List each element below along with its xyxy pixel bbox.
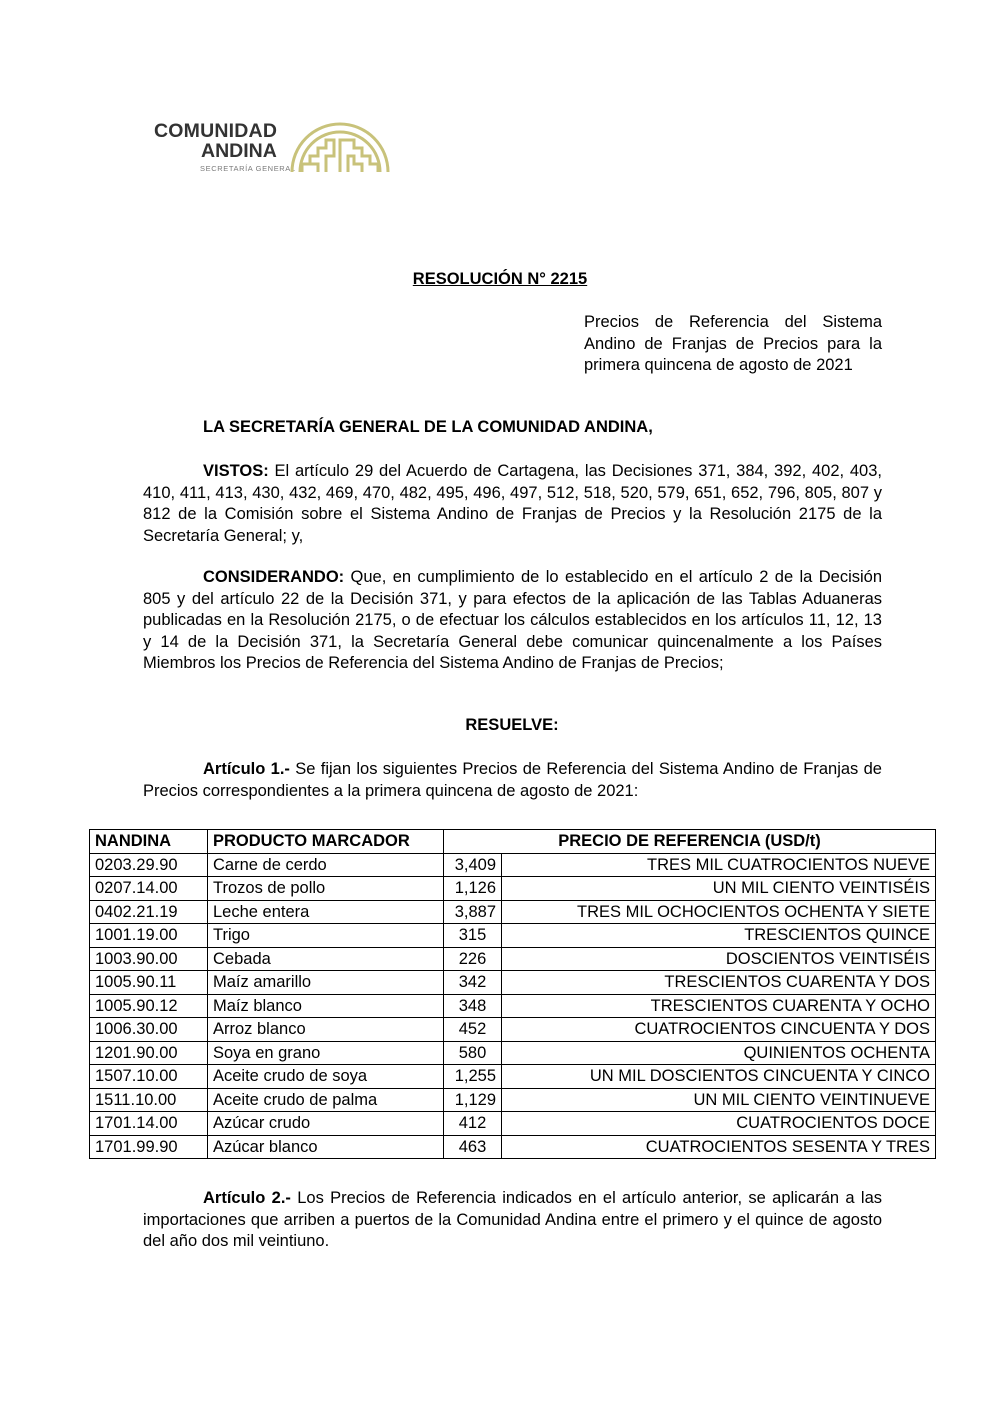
table-header-row bbox=[90, 830, 936, 854]
cell-precio: 315 bbox=[444, 924, 502, 948]
articulo-2-text: Los Precios de Referencia indicados en el artículo anterior, se aplicarán a las importaciones que arriben a puertos de la Comunidad Andina entre el primero y el quince de agosto del año dos mil veintiuno. bbox=[143, 1189, 882, 1250]
cell-nandina: 0203.29.90 bbox=[90, 853, 208, 877]
cell-producto: Maíz amarillo bbox=[208, 971, 444, 995]
cell-precio: 463 bbox=[444, 1135, 502, 1159]
articulo-1-text: Se fijan los siguientes Precios de Referencia del Sistema Andino de Franjas de Precios correspondientes a la primera quincena de agosto de 2021: bbox=[143, 760, 882, 800]
articulo-2-paragraph bbox=[143, 1188, 882, 1253]
table-row bbox=[90, 1112, 936, 1136]
header-precio: PRECIO DE REFERENCIA (USD/t) bbox=[444, 830, 936, 854]
cell-producto: Azúcar blanco bbox=[208, 1135, 444, 1159]
logo-line-1: COMUNIDAD bbox=[154, 120, 278, 142]
cell-precio-letras: CUATROCIENTOS SESENTA Y TRES bbox=[502, 1135, 936, 1159]
cell-producto: Soya en grano bbox=[208, 1041, 444, 1065]
vistos-label: VISTOS: bbox=[203, 462, 269, 480]
cell-producto: Arroz blanco bbox=[208, 1018, 444, 1042]
articulo-2-label: Artículo 2.- bbox=[203, 1189, 291, 1207]
cell-precio-letras: CUATROCIENTOS DOCE bbox=[502, 1112, 936, 1136]
reference-prices-table bbox=[89, 829, 936, 1159]
cell-producto: Aceite crudo de palma bbox=[208, 1088, 444, 1112]
logo-line-3: SECRETARÍA GENERAL bbox=[200, 164, 296, 173]
resolution-title: RESOLUCIÓN N° 2215 bbox=[412, 270, 588, 288]
cell-precio: 3,887 bbox=[444, 900, 502, 924]
cell-precio: 342 bbox=[444, 971, 502, 995]
cell-nandina: 0207.14.00 bbox=[90, 877, 208, 901]
cell-precio: 1,255 bbox=[444, 1065, 502, 1089]
table-row bbox=[90, 971, 936, 995]
cell-nandina: 1005.90.11 bbox=[90, 971, 208, 995]
cell-precio-letras: CUATROCIENTOS CINCUENTA Y DOS bbox=[502, 1018, 936, 1042]
table-row bbox=[90, 947, 936, 971]
vistos-paragraph bbox=[143, 461, 882, 547]
cell-precio: 580 bbox=[444, 1041, 502, 1065]
cell-nandina: 1701.99.90 bbox=[90, 1135, 208, 1159]
cell-nandina: 1006.30.00 bbox=[90, 1018, 208, 1042]
cell-producto: Azúcar crudo bbox=[208, 1112, 444, 1136]
cell-precio-letras: TRESCIENTOS CUARENTA Y OCHO bbox=[502, 994, 936, 1018]
cell-precio-letras: TRESCIENTOS QUINCE bbox=[502, 924, 936, 948]
table-row bbox=[90, 1018, 936, 1042]
cell-producto: Aceite crudo de soya bbox=[208, 1065, 444, 1089]
table-row bbox=[90, 1041, 936, 1065]
comunidad-andina-logo bbox=[150, 118, 395, 180]
andean-stepped-arch-icon bbox=[288, 118, 392, 176]
resuelve-heading: RESUELVE: bbox=[465, 716, 559, 734]
cell-precio-letras: TRES MIL CUATROCIENTOS NUEVE bbox=[502, 853, 936, 877]
cell-precio: 3,409 bbox=[444, 853, 502, 877]
table-row bbox=[90, 1135, 936, 1159]
articulo-1-label: Artículo 1.- bbox=[203, 760, 290, 778]
cell-precio-letras: UN MIL DOSCIENTOS CINCUENTA Y CINCO bbox=[502, 1065, 936, 1089]
table-row bbox=[90, 1088, 936, 1112]
table-row bbox=[90, 1065, 936, 1089]
cell-precio: 1,129 bbox=[444, 1088, 502, 1112]
cell-precio: 412 bbox=[444, 1112, 502, 1136]
cell-precio-letras: TRESCIENTOS CUARENTA Y DOS bbox=[502, 971, 936, 995]
cell-producto: Trigo bbox=[208, 924, 444, 948]
table-body bbox=[90, 853, 936, 1159]
considerando-label: CONSIDERANDO: bbox=[203, 568, 345, 586]
header-nandina: NANDINA bbox=[90, 830, 208, 854]
vistos-text: El artículo 29 del Acuerdo de Cartagena, las Decisiones 371, 384, 392, 402, 403, 410, 411, 413, 430, 432, 469, 470, 482, 495, 496, 497, 512, 518, 520, 579, 651, 652, 796, 805, 807 y 812 de la Comisión sobre el Sistema Andino de Franjas de Precios y la Resolución 2175 de la Secretaría General; y, bbox=[143, 462, 882, 545]
cell-nandina: 1001.19.00 bbox=[90, 924, 208, 948]
table-row bbox=[90, 877, 936, 901]
cell-nandina: 1507.10.00 bbox=[90, 1065, 208, 1089]
considerando-paragraph bbox=[143, 567, 882, 675]
cell-precio-letras: DOSCIENTOS VEINTISÉIS bbox=[502, 947, 936, 971]
cell-nandina: 1201.90.00 bbox=[90, 1041, 208, 1065]
table-row bbox=[90, 900, 936, 924]
table-row bbox=[90, 994, 936, 1018]
cell-nandina: 1003.90.00 bbox=[90, 947, 208, 971]
table-row bbox=[90, 924, 936, 948]
cell-nandina: 0402.21.19 bbox=[90, 900, 208, 924]
resolution-subject: Precios de Referencia del Sistema Andino de Franjas de Precios para la primera quincena de agosto de 2021 bbox=[584, 313, 882, 374]
cell-precio-letras: UN MIL CIENTO VEINTISÉIS bbox=[502, 877, 936, 901]
cell-producto: Maíz blanco bbox=[208, 994, 444, 1018]
cell-producto: Trozos de pollo bbox=[208, 877, 444, 901]
cell-nandina: 1005.90.12 bbox=[90, 994, 208, 1018]
issuer-heading: LA SECRETARÍA GENERAL DE LA COMUNIDAD ANDINA, bbox=[203, 418, 653, 436]
logo-line-2: ANDINA bbox=[201, 140, 277, 162]
cell-nandina: 1511.10.00 bbox=[90, 1088, 208, 1112]
table-row bbox=[90, 853, 936, 877]
cell-precio: 452 bbox=[444, 1018, 502, 1042]
cell-precio: 226 bbox=[444, 947, 502, 971]
cell-nandina: 1701.14.00 bbox=[90, 1112, 208, 1136]
cell-precio: 1,126 bbox=[444, 877, 502, 901]
cell-producto: Carne de cerdo bbox=[208, 853, 444, 877]
cell-producto: Cebada bbox=[208, 947, 444, 971]
cell-precio: 348 bbox=[444, 994, 502, 1018]
cell-precio-letras: TRES MIL OCHOCIENTOS OCHENTA Y SIETE bbox=[502, 900, 936, 924]
considerando-text: Que, en cumplimiento de lo establecido en el artículo 2 de la Decisión 805 y del artículo 22 de la Decisión 371, y para efectos de la aplicación de las Tablas Aduaneras publicadas en la Resolución 2175, o de efectuar los cálculos establecidos en los artículos 11, 12, 13 y 14 de la Decisión 371, la Secretaría General debe comunicar quincenalmente a los Países Miembros los Precios de Referencia del Sistema Andino de Franjas de Precios; bbox=[143, 568, 882, 672]
header-producto: PRODUCTO MARCADOR bbox=[208, 830, 444, 854]
cell-precio-letras: UN MIL CIENTO VEINTINUEVE bbox=[502, 1088, 936, 1112]
cell-precio-letras: QUINIENTOS OCHENTA bbox=[502, 1041, 936, 1065]
articulo-1-paragraph bbox=[143, 759, 882, 802]
cell-producto: Leche entera bbox=[208, 900, 444, 924]
